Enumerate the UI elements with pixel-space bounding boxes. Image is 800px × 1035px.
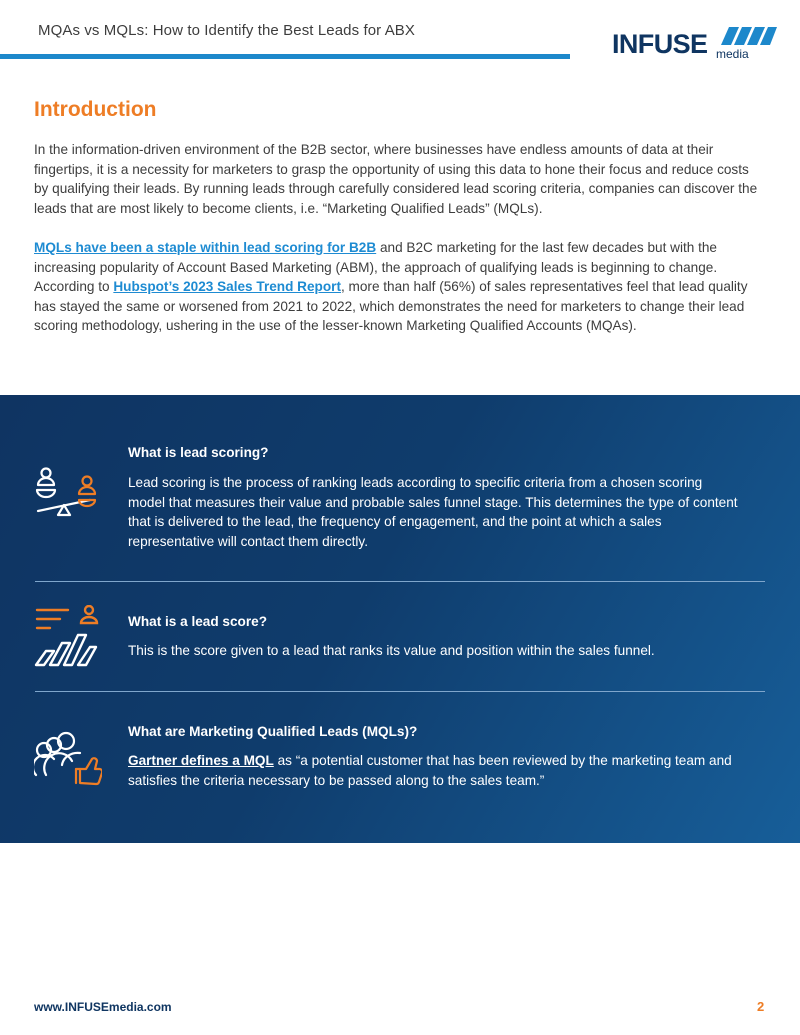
page-number: 2 [757, 999, 765, 1014]
section-body-lead-score: This is the score given to a lead that ranks its value and position within the sales funnel. [128, 643, 655, 658]
intro-paragraph-2-text-b: , more than half (56%) of sales representatives feel that lead quality has stayed the same or worsened from 2021 to 2022, which demonstrates the need for marketers to change their lead scoring methodology, ushering in the use of the lesser-known Marketing Qualified Accounts (MQAs). [34, 279, 748, 333]
section-title-lead-scoring: What is lead scoring? [128, 445, 269, 460]
logo-wordmark: INFUSE [612, 29, 708, 59]
definitions-panel [0, 395, 800, 843]
hubspot-report-link[interactable]: Hubspot’s 2023 Sales Trend Report [113, 279, 341, 294]
section-title-lead-score: What is a lead score? [128, 614, 268, 629]
stripes-logo-icon [721, 27, 777, 45]
intro-paragraph-2-text-a: and B2C marketing for the last few decades but with the increasing popularity of Account Based Marketing (ABM), the approach of qualifying leads is beginning to change. According to [34, 240, 718, 294]
intro-heading: Introduction [34, 98, 157, 121]
footer-website: www.INFUSEmedia.com [34, 1000, 172, 1014]
mql-staple-link[interactable]: MQLs have been a staple within lead scoring for B2B [34, 240, 377, 255]
header-rule [0, 54, 570, 59]
section-body-lead-scoring: Lead scoring is the process of ranking leads according to specific criteria from a chosen scoring model that measures their value and probable sales funnel stage. This determines the type of content that is delivered to the lead, the frequency of engagement, and the point at which a sales representative will contact them directly. [128, 475, 738, 549]
group-thumbs-up-icon [34, 731, 102, 787]
intro-paragraph-2 [34, 238, 764, 336]
section-body-mqls-text: as “a potential customer that has been reviewed by the marketing team and satisfies the criteria necessary to be passed along to the sales team.” [128, 753, 732, 788]
score-chart-icon [34, 605, 100, 669]
gartner-mql-link[interactable]: Gartner defines a MQL [128, 753, 274, 768]
scale-people-icon [34, 467, 98, 529]
document-title: MQAs vs MQLs: How to Identify the Best Leads for ABX [38, 22, 416, 39]
intro-paragraph-1: In the information-driven environment of the B2B sector, where businesses have endless amounts of data at their fingertips, it is a necessity for marketers to grasp the opportunity of using this data to hone their focus and reduce costs by qualifying their leads. By running leads through carefully considered lead scoring criteria, companies can discover the leads that are most likely to become clients, i.e. “Marketing Qualified Leads” (MQLs). [34, 142, 758, 216]
logo-subtext: media [716, 47, 749, 61]
section-body-mqls [128, 751, 738, 790]
section-divider [35, 691, 765, 692]
section-divider [35, 581, 765, 582]
section-title-mqls: What are Marketing Qualified Leads (MQLs)? [128, 724, 418, 739]
infuse-media-logo [612, 27, 772, 63]
